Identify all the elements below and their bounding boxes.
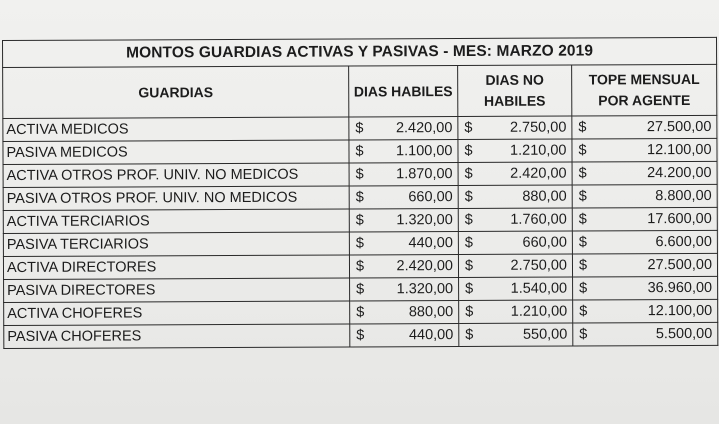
currency-symbol: $: [355, 166, 364, 183]
amount-value: 660,00: [522, 234, 567, 251]
amount-value: 1.210,00: [510, 303, 568, 320]
dias-habiles-cell: [349, 232, 458, 255]
dias-habiles-cell: [349, 117, 458, 140]
header-dias-no-habiles-line2: HABILES: [484, 92, 546, 109]
header-tope-line2: POR AGENTE: [598, 91, 691, 109]
dias-no-habiles-cell: [459, 277, 573, 300]
guardia-label: PASIVA OTROS PROF. UNIV. NO MEDICOS: [3, 186, 349, 211]
currency-symbol: $: [464, 188, 473, 205]
tope-mensual-cell: [573, 322, 718, 346]
amount-value: 27.500,00: [647, 256, 713, 274]
amount-value: 1.210,00: [510, 142, 567, 159]
dias-no-habiles-cell: [459, 323, 573, 346]
amount-value: 440,00: [408, 235, 453, 252]
table-row: [3, 207, 717, 233]
tope-mensual-cell: [572, 184, 717, 208]
currency-symbol: $: [465, 303, 474, 320]
tope-mensual-cell: [572, 230, 717, 254]
dias-no-habiles-cell: [458, 231, 572, 254]
dias-habiles-cell: [350, 301, 459, 324]
amount-value: 36.960,00: [647, 279, 713, 297]
amount-value: 2.750,00: [510, 257, 568, 274]
currency-symbol: $: [578, 165, 587, 182]
tope-mensual-cell: [572, 161, 717, 185]
currency-symbol: $: [578, 234, 588, 251]
guardia-label: PASIVA TERCIARIOS: [3, 232, 349, 257]
currency-symbol: $: [578, 142, 587, 159]
table-row: [3, 161, 717, 187]
dias-habiles-cell: [349, 186, 458, 209]
dias-no-habiles-cell: [458, 162, 572, 185]
header-dias-habiles: DIAS HABILES: [349, 66, 458, 117]
amount-value: 880,00: [522, 188, 567, 205]
dias-no-habiles-cell: [458, 139, 572, 162]
tope-mensual-cell: [572, 138, 717, 162]
amount-value: 550,00: [522, 326, 568, 343]
currency-symbol: $: [355, 212, 364, 229]
amount-value: 1.320,00: [396, 212, 453, 229]
table-body: [3, 115, 718, 348]
currency-symbol: $: [355, 258, 365, 275]
amount-value: 27.500,00: [646, 118, 712, 136]
header-tope-line1: TOPE MENSUAL: [588, 70, 700, 88]
guardia-label: ACTIVA OTROS PROF. UNIV. NO MEDICOS: [3, 163, 349, 188]
currency-symbol: $: [579, 280, 588, 297]
header-dias-no-habiles-line1: DIAS NO: [485, 71, 544, 88]
currency-symbol: $: [464, 211, 473, 228]
table-row: [3, 253, 717, 279]
amount-value: 17.600,00: [647, 210, 712, 228]
currency-symbol: $: [578, 257, 588, 274]
currency-symbol: $: [356, 281, 365, 298]
dias-habiles-cell: [350, 324, 459, 347]
currency-symbol: $: [578, 188, 587, 205]
amount-value: 8.800,00: [655, 187, 712, 205]
table-row: [3, 138, 717, 164]
amount-value: 24.200,00: [647, 164, 712, 182]
table-row: [3, 230, 717, 256]
currency-symbol: $: [464, 257, 474, 274]
currency-symbol: $: [579, 326, 588, 343]
currency-symbol: $: [578, 119, 587, 136]
guardia-label: PASIVA MEDICOS: [3, 140, 349, 165]
currency-symbol: $: [355, 189, 364, 206]
tope-mensual-cell: [572, 207, 717, 231]
dias-no-habiles-cell: [458, 116, 572, 139]
amount-value: 1.760,00: [510, 211, 567, 228]
amount-value: 5.500,00: [655, 325, 713, 343]
table-row: [4, 322, 718, 348]
currency-symbol: $: [465, 280, 474, 297]
currency-symbol: $: [464, 119, 473, 136]
tope-mensual-cell: [572, 115, 717, 139]
amount-value: 660,00: [408, 189, 453, 206]
header-tope-mensual: [572, 64, 717, 116]
dias-habiles-cell: [349, 163, 458, 186]
dias-habiles-cell: [349, 140, 458, 163]
amount-value: 2.420,00: [510, 165, 567, 182]
table-row: [3, 115, 717, 141]
tope-mensual-cell: [573, 299, 718, 323]
currency-symbol: $: [355, 143, 364, 160]
dias-no-habiles-cell: [458, 254, 572, 277]
dias-habiles-cell: [349, 255, 458, 278]
currency-symbol: $: [579, 303, 588, 320]
dias-habiles-cell: [349, 209, 458, 232]
guardia-label: PASIVA DIRECTORES: [4, 278, 350, 303]
dias-no-habiles-cell: [459, 300, 573, 323]
header-dias-no-habiles: [458, 65, 572, 116]
table-row: [3, 184, 717, 210]
currency-symbol: $: [464, 234, 474, 251]
amount-value: 12.100,00: [647, 302, 713, 320]
dias-no-habiles-cell: [458, 185, 572, 208]
table-row: [4, 299, 718, 325]
table-title: MONTOS GUARDIAS ACTIVAS Y PASIVAS - MES: MARZO 2019: [3, 37, 717, 67]
currency-symbol: $: [355, 120, 364, 137]
currency-symbol: $: [465, 326, 474, 343]
dias-no-habiles-cell: [458, 208, 572, 231]
amount-value: 12.100,00: [646, 141, 712, 159]
currency-symbol: $: [464, 142, 473, 159]
amount-value: 1.540,00: [510, 280, 568, 297]
amount-value: 1.870,00: [396, 166, 453, 183]
amount-value: 2.750,00: [509, 119, 567, 136]
currency-symbol: $: [355, 235, 365, 252]
guardia-label: ACTIVA TERCIARIOS: [3, 209, 349, 234]
tope-mensual-cell: [572, 253, 717, 277]
guardia-label: ACTIVA CHOFERES: [4, 301, 350, 326]
header-guardias: GUARDIAS: [3, 66, 349, 119]
amount-value: 880,00: [408, 304, 454, 321]
currency-symbol: $: [464, 165, 473, 182]
amount-value: 1.320,00: [396, 281, 454, 298]
tope-mensual-cell: [573, 276, 718, 300]
table-row: [4, 276, 718, 302]
guardia-label: ACTIVA DIRECTORES: [3, 255, 349, 280]
currency-symbol: $: [578, 211, 587, 228]
amount-value: 440,00: [408, 327, 454, 344]
guardia-label: ACTIVA MEDICOS: [3, 117, 349, 142]
amount-value: 1.100,00: [396, 143, 453, 160]
currency-symbol: $: [356, 327, 365, 344]
guardia-label: PASIVA CHOFERES: [4, 324, 350, 349]
amount-value: 2.420,00: [395, 120, 453, 137]
dias-habiles-cell: [350, 278, 459, 301]
amount-value: 6.600,00: [655, 233, 712, 251]
amount-value: 2.420,00: [396, 258, 454, 275]
guardias-table: [2, 37, 718, 349]
currency-symbol: $: [356, 304, 365, 321]
